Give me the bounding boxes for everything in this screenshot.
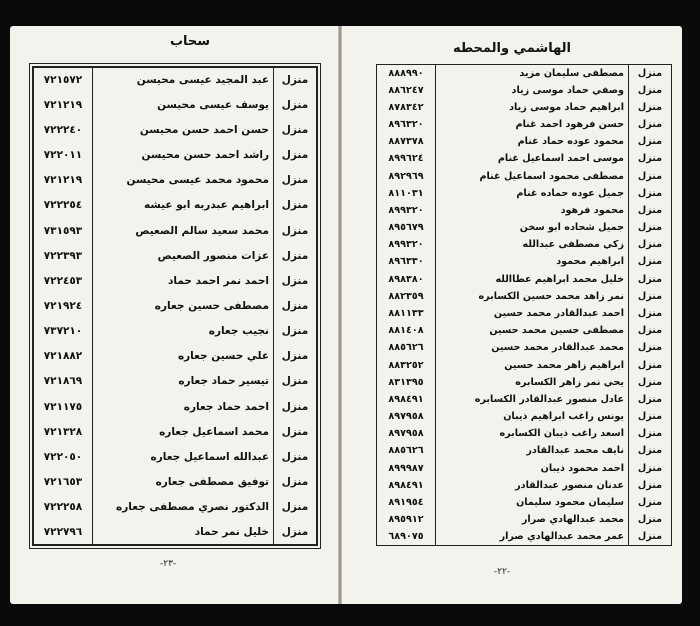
entry-type: منزل bbox=[274, 344, 318, 369]
entry-type: منزل bbox=[629, 305, 672, 322]
entry-type: منزل bbox=[629, 253, 672, 270]
table-row bbox=[33, 520, 317, 545]
table-row bbox=[377, 356, 672, 373]
table-row bbox=[33, 470, 317, 495]
entry-type: منزل bbox=[629, 391, 672, 408]
entry-type: منزل bbox=[629, 528, 672, 545]
table-row bbox=[377, 168, 672, 185]
entry-name: عبدالله اسماعيل جعاره bbox=[93, 444, 274, 469]
entry-type: منزل bbox=[629, 271, 672, 288]
entry-number: ٧٢١١٧٥ bbox=[43, 400, 83, 413]
entry-type: منزل bbox=[274, 218, 318, 243]
entry-name: ابراهيم عبدربه ابو عيشه bbox=[93, 193, 274, 218]
entry-number: ٧٢١٨٨٢ bbox=[43, 350, 83, 363]
entry-number: ٨٩٩٣٢٠ bbox=[388, 204, 424, 216]
table-row bbox=[33, 495, 317, 520]
entry-type: منزل bbox=[274, 92, 318, 117]
table-row bbox=[33, 369, 317, 394]
table-row bbox=[377, 459, 672, 476]
entry-name: الدكتور نصري مصطفى جعاره bbox=[93, 495, 274, 520]
right-page-number: -٢٢- bbox=[494, 567, 511, 577]
entry-type: منزل bbox=[274, 193, 318, 218]
entry-type: منزل bbox=[629, 288, 672, 305]
entry-type: منزل bbox=[274, 394, 318, 419]
entry-number: ٨٩١٩٥٤ bbox=[388, 496, 424, 508]
entry-type: منزل bbox=[629, 459, 672, 476]
entry-number: ٧٣١٥٩٣ bbox=[43, 224, 83, 237]
entry-number: ٧٢٢٢٥٤ bbox=[43, 199, 83, 212]
table-row bbox=[377, 99, 672, 116]
table-row bbox=[377, 150, 672, 167]
table-row bbox=[33, 319, 317, 344]
entry-number: ٨٩٨٤٩١ bbox=[388, 479, 424, 491]
entry-type: منزل bbox=[274, 268, 318, 293]
entry-name: محمود محمد عيسى محيسن bbox=[93, 168, 274, 193]
table-row bbox=[377, 408, 672, 425]
entry-name: محمد عبدالهادي صرار bbox=[436, 511, 629, 528]
entry-name: عدنان منصور عبدالقادر bbox=[436, 477, 629, 494]
entry-name: عزات منصور الصعيص bbox=[93, 243, 274, 268]
entry-name: حسن فرهود احمد غنام bbox=[436, 116, 629, 133]
entry-type: منزل bbox=[629, 133, 672, 150]
entry-type: منزل bbox=[629, 202, 672, 219]
entry-number: ٨٨٨٩٩٠ bbox=[388, 67, 424, 79]
entry-type: منزل bbox=[274, 470, 318, 495]
entry-number: ٨٨٣٢٥٢ bbox=[388, 359, 424, 371]
entry-type: منزل bbox=[629, 65, 672, 82]
entry-name: عادل منصور عبدالقادر الكسابره bbox=[436, 391, 629, 408]
entry-type: منزل bbox=[629, 150, 672, 167]
table-row bbox=[33, 444, 317, 469]
entry-type: منزل bbox=[274, 495, 318, 520]
table-row bbox=[33, 344, 317, 369]
entry-type: منزل bbox=[629, 322, 672, 339]
table-row bbox=[33, 67, 317, 92]
entry-name: نمر زاهد محمد حسين الكسابره bbox=[436, 288, 629, 305]
table-row bbox=[33, 293, 317, 318]
entry-name: محمد عبدالقادر محمد حسين bbox=[436, 339, 629, 356]
entry-name: اسعد راغب ذيبان الكسابره bbox=[436, 425, 629, 442]
entry-number: ٧٣٧٢١٠ bbox=[43, 325, 83, 338]
table-row bbox=[377, 442, 672, 459]
entry-name: جميل شحاده ابو سخن bbox=[436, 219, 629, 236]
entry-name: نايف محمد عبدالقادر bbox=[436, 442, 629, 459]
table-row bbox=[377, 477, 672, 494]
entry-type: منزل bbox=[274, 319, 318, 344]
table-row bbox=[377, 528, 672, 545]
table-row bbox=[377, 391, 672, 408]
entry-name: ابراهيم حماد موسى زياد bbox=[436, 99, 629, 116]
entry-type: منزل bbox=[629, 374, 672, 391]
entry-number: ٨٩٩٩٨٧ bbox=[388, 462, 424, 474]
entry-number: ٨٩٩٦٢٤ bbox=[388, 153, 424, 165]
entry-number: ٨٩٧٩٥٨ bbox=[388, 428, 424, 440]
entry-number: ٨٩٦٣٢٠ bbox=[388, 119, 424, 131]
table-row bbox=[377, 288, 672, 305]
entry-name: جميل عوده حماده غنام bbox=[436, 185, 629, 202]
entry-name: ابراهيم محمود bbox=[436, 253, 629, 270]
entry-name: يونس راغب ابراهيم ذيبان bbox=[436, 408, 629, 425]
table-row bbox=[33, 218, 317, 243]
entry-number: ٧٢١٦٥٣ bbox=[43, 476, 83, 489]
entry-name: مصطفى حسين محمد حسين bbox=[436, 322, 629, 339]
table-row bbox=[377, 116, 672, 133]
entry-number: ٧٢٢٢٥٨ bbox=[43, 501, 83, 514]
entry-type: منزل bbox=[274, 243, 318, 268]
entry-name: مصطفى حسين جعاره bbox=[93, 293, 274, 318]
right-directory-table bbox=[376, 64, 672, 546]
table-row bbox=[33, 268, 317, 293]
entry-name: محمد سعيد سالم الصعيص bbox=[93, 218, 274, 243]
entry-type: منزل bbox=[629, 219, 672, 236]
entry-name: عبد المجيد عيسى محيسن bbox=[93, 67, 274, 92]
entry-name: احمد حماد جعاره bbox=[93, 394, 274, 419]
entry-type: منزل bbox=[274, 444, 318, 469]
entry-type: منزل bbox=[629, 116, 672, 133]
entry-number: ٨٩٥٩١٢ bbox=[388, 514, 424, 526]
entry-type: منزل bbox=[274, 419, 318, 444]
table-row bbox=[377, 236, 672, 253]
table-row bbox=[377, 374, 672, 391]
entry-number: ٨٨٦٢٤٧ bbox=[388, 84, 424, 96]
entry-number: ٦٨٩٠٧٥ bbox=[388, 531, 424, 543]
entry-type: منزل bbox=[629, 99, 672, 116]
table-row bbox=[33, 92, 317, 117]
entry-number: ٨٨٧٣٧٨ bbox=[388, 136, 424, 148]
entry-number: ٧٢٢٢٤٠ bbox=[43, 123, 83, 136]
entry-number: ٧٢٢٧٩٦ bbox=[43, 525, 83, 538]
entry-type: منزل bbox=[629, 511, 672, 528]
entry-type: منزل bbox=[274, 293, 318, 318]
right-page bbox=[342, 26, 682, 604]
entry-name: محمود فرهود bbox=[436, 202, 629, 219]
table-row bbox=[33, 142, 317, 167]
entry-name: ابراهيم زاهر محمد حسين bbox=[436, 356, 629, 373]
entry-name: احمد محمود ذيبان bbox=[436, 459, 629, 476]
entry-type: منزل bbox=[629, 442, 672, 459]
entry-name: محمد اسماعيل جعاره bbox=[93, 419, 274, 444]
entry-type: منزل bbox=[629, 236, 672, 253]
entry-number: ٧٢٢٠١١ bbox=[43, 149, 83, 162]
entry-name: محمود عوده حماد غنام bbox=[436, 133, 629, 150]
entry-name: مصطفى سليمان مزيد bbox=[436, 65, 629, 82]
table-row bbox=[33, 243, 317, 268]
entry-number: ٨٨٥٦٢٦ bbox=[388, 342, 424, 354]
entry-name: راشد احمد حسن محيسن bbox=[93, 142, 274, 167]
entry-number: ٧٢٢٤٥٣ bbox=[43, 274, 83, 287]
table-row bbox=[33, 117, 317, 142]
entry-number: ٨٩٢٩٦٩ bbox=[388, 170, 424, 182]
entry-name: زكي مصطفى عبدالله bbox=[436, 236, 629, 253]
entry-number: ٧٢٢٣٩٣ bbox=[43, 249, 83, 262]
entry-number: ٧٢٢٠٥٠ bbox=[43, 450, 83, 463]
table-row bbox=[33, 168, 317, 193]
left-page bbox=[10, 26, 338, 604]
entry-number: ٧٢١٢١٩ bbox=[43, 98, 83, 111]
entry-name: عمر محمد عبدالهادي صرار bbox=[436, 528, 629, 545]
left-directory-table bbox=[32, 66, 318, 546]
table-row bbox=[377, 339, 672, 356]
entry-number: ٧٢١٩٢٤ bbox=[43, 299, 83, 312]
table-row bbox=[377, 219, 672, 236]
entry-name: علي حسين جعاره bbox=[93, 344, 274, 369]
entry-number: ٧٢١٣٢٨ bbox=[43, 425, 83, 438]
entry-number: ٨٨١١٣٣ bbox=[388, 307, 424, 319]
table-row bbox=[377, 82, 672, 99]
entry-number: ٨٩٨٤٩١ bbox=[388, 393, 424, 405]
entry-type: منزل bbox=[629, 494, 672, 511]
entry-number: ٨٩٩٣٢٠ bbox=[388, 239, 424, 251]
entry-name: نجيب جعاره bbox=[93, 319, 274, 344]
entry-number: ٨٩٧٩٥٨ bbox=[388, 411, 424, 423]
entry-number: ٨٩٨٣٨٠ bbox=[388, 273, 424, 285]
entry-number: ٧٢١٥٧٢ bbox=[43, 74, 83, 87]
table-row bbox=[377, 494, 672, 511]
entry-type: منزل bbox=[274, 369, 318, 394]
entry-number: ٨٧٨٣٤٢ bbox=[388, 101, 424, 113]
table-row bbox=[377, 65, 672, 82]
entry-type: منزل bbox=[629, 168, 672, 185]
entry-number: ٨٨٥٦٢٦ bbox=[388, 445, 424, 457]
entry-name: وصفي حماد موسى زياد bbox=[436, 82, 629, 99]
entry-name: خليل محمد ابراهيم عطاالله bbox=[436, 271, 629, 288]
entry-number: ٨٣١٣٩٥ bbox=[388, 376, 424, 388]
entry-type: منزل bbox=[629, 356, 672, 373]
entry-type: منزل bbox=[274, 168, 318, 193]
entry-type: منزل bbox=[274, 520, 318, 545]
entry-name: سليمان محمود سليمان bbox=[436, 494, 629, 511]
entry-number: ٧٢١٨٦٩ bbox=[43, 375, 83, 388]
entry-type: منزل bbox=[629, 82, 672, 99]
table-row bbox=[33, 394, 317, 419]
right-page-title: الهاشمي والمحطه bbox=[452, 41, 572, 56]
table-row bbox=[377, 425, 672, 442]
entry-name: احمد نمر احمد حماد bbox=[93, 268, 274, 293]
entry-type: منزل bbox=[274, 117, 318, 142]
table-row bbox=[377, 202, 672, 219]
entry-type: منزل bbox=[629, 185, 672, 202]
entry-type: منزل bbox=[629, 408, 672, 425]
table-row bbox=[377, 305, 672, 322]
table-row bbox=[33, 193, 317, 218]
entry-name: حسن احمد حسن محيسن bbox=[93, 117, 274, 142]
table-row bbox=[377, 253, 672, 270]
table-row bbox=[377, 322, 672, 339]
entry-name: موسى احمد اسماعيل غنام bbox=[436, 150, 629, 167]
entry-name: احمد عبدالقادر محمد حسين bbox=[436, 305, 629, 322]
left-page-title: سحاب bbox=[169, 34, 211, 49]
entry-number: ٨٩٥٦٧٩ bbox=[388, 222, 424, 234]
entry-type: منزل bbox=[629, 425, 672, 442]
entry-name: تيسير حماد جعاره bbox=[93, 369, 274, 394]
entry-number: ٨١١٠٣١ bbox=[388, 187, 424, 199]
entry-type: منزل bbox=[274, 67, 318, 92]
entry-name: يوسف عيسى محيسن bbox=[93, 92, 274, 117]
entry-type: منزل bbox=[629, 477, 672, 494]
entry-number: ٨٨١٤٠٨ bbox=[388, 325, 424, 337]
entry-name: يحي نمر زاهر الكسابره bbox=[436, 374, 629, 391]
entry-number: ٧٢١٢١٩ bbox=[43, 174, 83, 187]
entry-name: خليل نمر حماد bbox=[93, 520, 274, 545]
table-row bbox=[377, 511, 672, 528]
entry-type: منزل bbox=[629, 339, 672, 356]
table-row bbox=[377, 133, 672, 150]
entry-type: منزل bbox=[274, 142, 318, 167]
left-page-number: -٢٣- bbox=[160, 559, 177, 569]
entry-number: ٨٨٢٣٥٩ bbox=[388, 290, 424, 302]
table-row bbox=[33, 419, 317, 444]
entry-number: ٨٩٦٣٣٠ bbox=[388, 256, 424, 268]
table-row bbox=[377, 271, 672, 288]
table-row bbox=[377, 185, 672, 202]
entry-name: توفيق مصطفى جعاره bbox=[93, 470, 274, 495]
entry-name: مصطفى محمود اسماعيل غنام bbox=[436, 168, 629, 185]
